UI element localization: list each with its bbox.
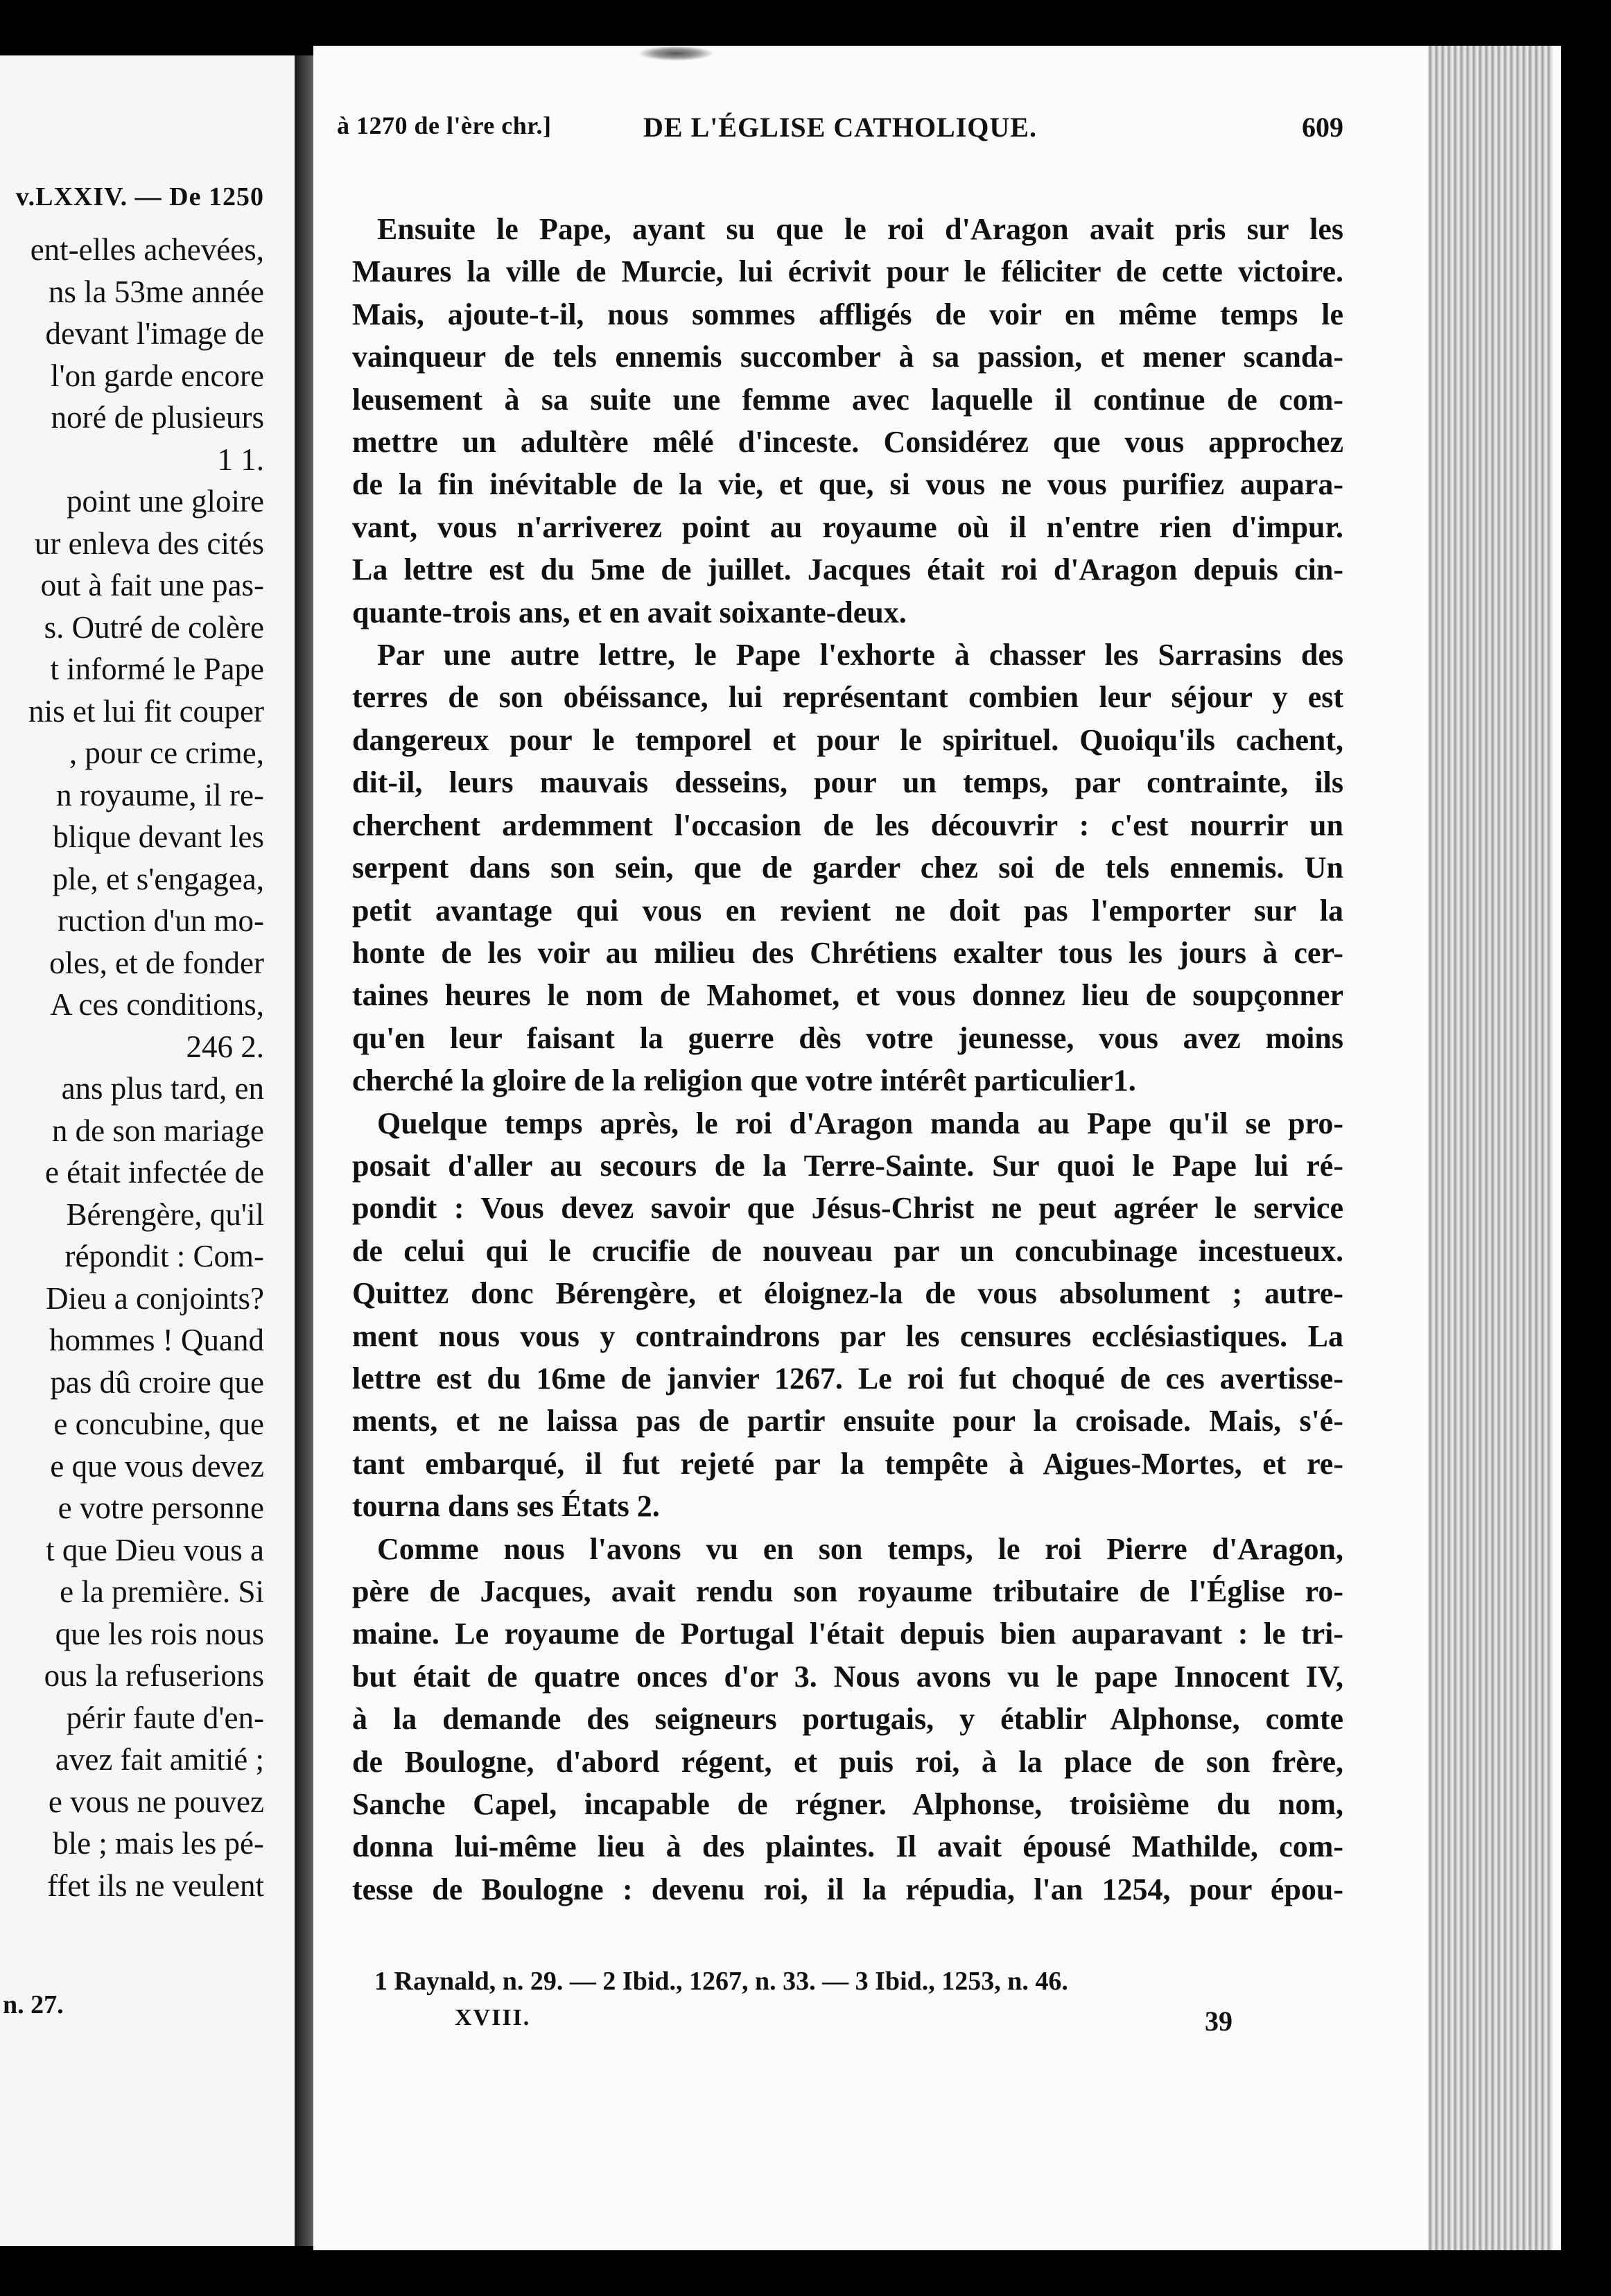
left-text-line: s. Outré de colère xyxy=(44,609,264,645)
left-text-line: point une gloire xyxy=(67,484,264,519)
left-text-line: A ces conditions, xyxy=(50,987,264,1022)
left-text-line: ent-elles achevées, xyxy=(30,232,264,267)
footnotes: 1 Raynald, n. 29. — 2 Ibid., 1267, n. 33. — 3 Ibid., 1253, n. 46. xyxy=(374,1967,1068,1996)
text-line: Quelque temps après, le roi d'Aragon manda au Pape qu'il se pro- xyxy=(377,1106,1343,1140)
left-text-line: ble ; mais les pé- xyxy=(53,1826,264,1861)
running-header xyxy=(337,111,1343,153)
text-line: serpent dans son sein, que de garder chez soi de tels ennemis. Un xyxy=(352,851,1343,885)
text-line: La lettre est du 5me de juillet. Jacques était roi d'Aragon depuis cin- xyxy=(352,553,1343,587)
page-number: 609 xyxy=(1302,112,1343,143)
left-text-line: e que vous devez xyxy=(50,1448,264,1484)
left-text-line: , pour ce crime, xyxy=(69,736,264,770)
text-line: qu'en leur faisant la guerre dès votre jeunesse, vous avez moins xyxy=(352,1020,1343,1055)
left-text-line: e la première. Si xyxy=(60,1574,264,1609)
left-text-line: avez fait amitié ; xyxy=(55,1742,264,1777)
left-text-line: ous la refuserions xyxy=(44,1658,264,1693)
left-text-line: ple, et s'engagea, xyxy=(52,861,264,896)
running-head-left: à 1270 de l'ère chr.] xyxy=(337,112,552,139)
text-line: donna lui-même lieu à des plaintes. Il avait épousé Mathilde, com- xyxy=(352,1829,1343,1864)
text-line: quante-trois ans, et en avait soixante-deux. xyxy=(352,595,907,629)
text-line: vainqueur de tels ennemis succomber à sa passion, et mener scanda- xyxy=(352,340,1343,374)
text-line: dit-il, leurs mauvais desseins, pour un temps, par contrainte, ils xyxy=(352,765,1343,800)
left-footnote: n. 27. xyxy=(3,1990,64,2019)
text-line: terres de son obéissance, lui représentant combien leur séjour y est xyxy=(352,680,1343,715)
page-footer xyxy=(337,2005,1343,2046)
text-line: Quittez donc Bérengère, et éloignez-la de vous absolument ; autre- xyxy=(352,1276,1343,1311)
left-text-line: nis et lui fit couper xyxy=(28,693,264,729)
text-line: tourna dans ses États 2. xyxy=(352,1489,660,1524)
left-text-line: t que Dieu vous a xyxy=(46,1532,264,1567)
text-line: Par une autre lettre, le Pape l'exhorte à chasser les Sarrasins des xyxy=(377,638,1343,672)
text-line: Sanche Capel, incapable de régner. Alphonse, troisième du nom, xyxy=(352,1787,1343,1822)
text-line: tesse de Boulogne : devenu roi, il la répudia, l'an 1254, pour épou- xyxy=(352,1872,1343,1906)
left-text-line: répondit : Com- xyxy=(64,1239,264,1273)
text-line: dangereux pour le temporel et pour le spirituel. Quoiqu'ils cachent, xyxy=(352,722,1343,757)
left-text-line: e votre personne xyxy=(58,1490,264,1525)
left-text-line: Dieu a conjoints? xyxy=(46,1280,264,1316)
text-line: à la demande des seigneurs portugais, y établir Alphonse, comte xyxy=(352,1702,1343,1737)
text-line: lettre est du 16me de janvier 1267. Le roi fut choqué de ces avertisse- xyxy=(352,1361,1343,1395)
text-line: ment nous vous y contraindrons par les censures ecclésiastiques. La xyxy=(352,1319,1343,1353)
text-line: leusement à sa suite une femme avec laquelle il continue de com- xyxy=(352,382,1343,417)
left-text-line: l'on garde encore xyxy=(51,358,264,393)
left-text-line: périr faute d'en- xyxy=(66,1700,264,1735)
body-text xyxy=(352,208,1343,1911)
text-line: mettre un adultère mêlé d'inceste. Considérez que vous approchez xyxy=(352,425,1343,460)
text-line: cherché la gloire de la religion que votre intérêt particulier1. xyxy=(352,1063,1136,1098)
running-head-title: DE L'ÉGLISE CATHOLIQUE. xyxy=(643,112,1037,143)
text-line: posait d'aller au secours de la Terre-Sainte. Sur quoi le Pape lui ré- xyxy=(352,1148,1343,1183)
left-text-line: n royaume, il re- xyxy=(56,777,264,812)
left-text-line: devant l'image de xyxy=(45,316,264,351)
text-line: vant, vous n'arriverez point au royaume où il n'entre rien d'impur. xyxy=(352,510,1343,544)
left-text-line: ruction d'un mo- xyxy=(57,903,264,938)
left-text-line: t informé le Pape xyxy=(50,652,264,686)
left-text-line: n de son mariage xyxy=(51,1113,264,1148)
text-line: but était de quatre onces d'or 3. Nous avons vu le pape Innocent IV, xyxy=(352,1659,1343,1694)
text-line: Maures la ville de Murcie, lui écrivit pour le féliciter de cette victoire. xyxy=(352,254,1343,289)
text-line: Ensuite le Pape, ayant su que le roi d'Aragon avait pris sur les xyxy=(377,212,1343,246)
text-line: petit avantage qui vous en revient ne doit pas l'emporter sur la xyxy=(352,893,1343,928)
left-text-line: 1 1. xyxy=(217,442,264,477)
left-page-text xyxy=(28,229,264,1906)
text-line: maine. Le royaume de Portugal l'était depuis bien auparavant : le tri- xyxy=(352,1617,1343,1651)
text-line: Mais, ajoute-t-il, nous sommes affligés de voir en même temps le xyxy=(352,297,1343,331)
text-line: taines heures le nom de Mahomet, et vous donnez lieu de soupçonner xyxy=(352,978,1343,1013)
text-line: de la fin inévitable de la vie, et que, si vous ne vous purifiez aupara- xyxy=(352,467,1343,502)
text-line: pondit : Vous devez savoir que Jésus-Christ ne peut agréer le service xyxy=(352,1191,1343,1226)
left-text-line: out à fait une pas- xyxy=(40,568,264,602)
left-text-line: Bérengère, qu'il xyxy=(66,1197,264,1232)
left-text-line: blique devant les xyxy=(53,819,264,854)
top-smudge xyxy=(638,46,714,61)
text-line: de Boulogne, d'abord régent, et puis roi, à la place de son frère, xyxy=(352,1744,1343,1779)
text-line: Comme nous l'avons vu en son temps, le roi Pierre d'Aragon, xyxy=(377,1531,1343,1566)
folio-number: 39 xyxy=(1205,2006,1233,2037)
text-line: tant embarqué, il fut rejeté par la tempête à Aigues-Mortes, et re- xyxy=(352,1446,1343,1481)
signature-mark: XVIII. xyxy=(455,2005,531,2030)
text-line: de celui qui le crucifie de nouveau par un concubinage incestueux. xyxy=(352,1233,1343,1268)
left-text-line: hommes ! Quand xyxy=(49,1323,264,1357)
left-text-line: ns la 53me année xyxy=(48,274,264,309)
left-text-line: noré de plusieurs xyxy=(51,400,264,435)
left-text-line: e concubine, que xyxy=(53,1407,264,1441)
left-running-head: v.LXXIV. — De 1250 xyxy=(15,182,264,211)
text-line: père de Jacques, avait rendu son royaume tributaire de l'Église ro- xyxy=(352,1574,1343,1608)
left-text-line: e était infectée de xyxy=(44,1155,264,1190)
left-text-line: e vous ne pouvez xyxy=(48,1784,264,1819)
left-text-line: que les rois nous xyxy=(55,1616,264,1651)
left-text-line: pas dû croire que xyxy=(50,1364,264,1400)
left-text-line: ans plus tard, en xyxy=(61,1071,264,1106)
left-text-line: 246 2. xyxy=(186,1029,264,1064)
text-line: honte de les voir au milieu des Chrétiens exalter tous les jours à cer- xyxy=(352,935,1343,970)
text-line: cherchent ardemment l'occasion de les découvrir : c'est nourrir un xyxy=(352,808,1343,842)
page-edges xyxy=(1428,46,1553,2250)
left-page-fragment xyxy=(0,55,295,2246)
left-text-line: oles, et de fonder xyxy=(49,945,264,980)
left-text-line: ffet ils ne veulent xyxy=(47,1868,264,1903)
left-text-line: ur enleva des cités xyxy=(34,525,264,561)
text-line: ments, et ne laissa pas de partir ensuite pour la croisade. Mais, s'é- xyxy=(352,1404,1343,1438)
